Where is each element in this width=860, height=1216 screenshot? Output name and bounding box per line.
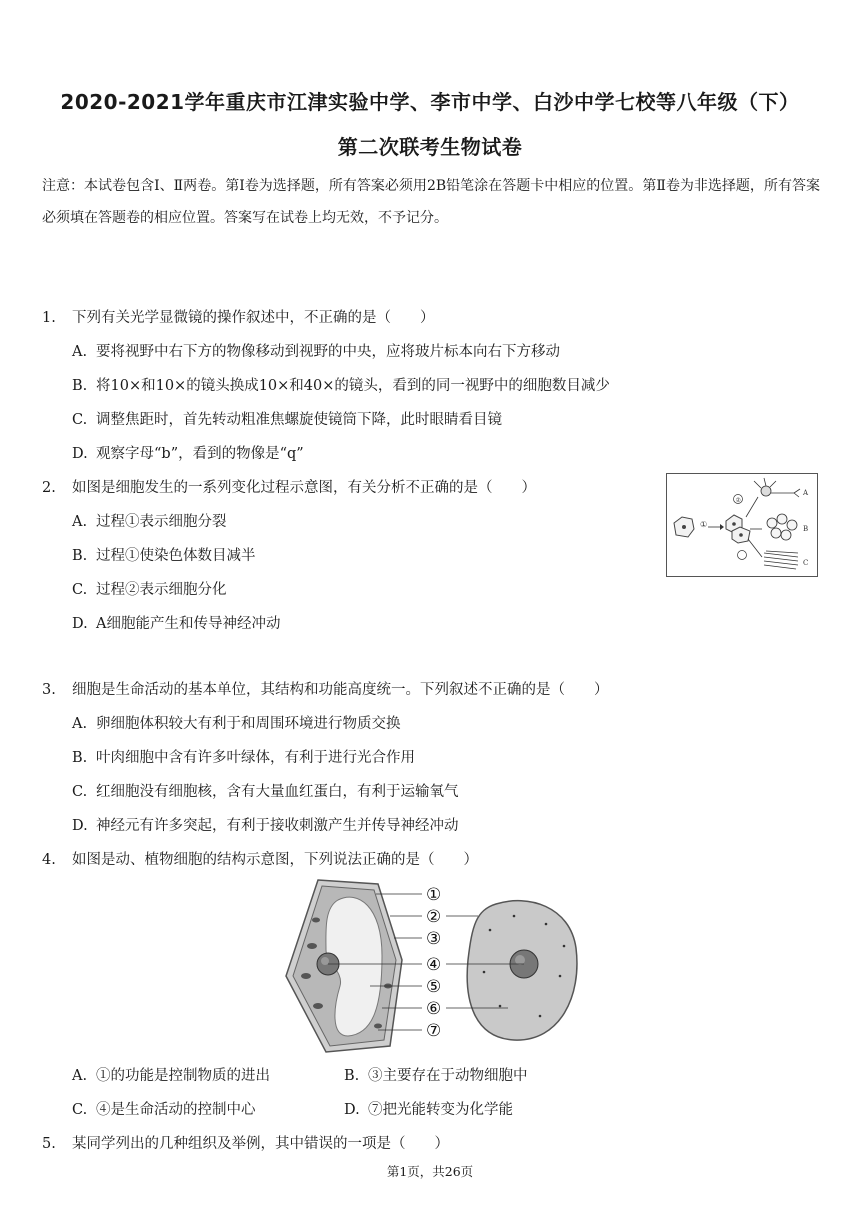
question-stem: 如图是动、植物细胞的结构示意图，下列说法正确的是（ ） — [72, 852, 478, 868]
option-text: 过程②表示细胞分化 — [96, 582, 227, 598]
option-label: C. — [72, 582, 88, 598]
option-text: 过程①表示细胞分裂 — [96, 514, 227, 530]
option-label: A. — [72, 514, 88, 530]
label-3: ③ — [426, 929, 442, 949]
option-label: B. — [72, 548, 88, 564]
q2-option-a[interactable] — [72, 512, 227, 532]
page-footer: 第1页，共26页 — [386, 1164, 474, 1179]
q2-option-b[interactable] — [72, 546, 256, 566]
option-label: D. — [72, 446, 88, 462]
q3-option-a[interactable] — [72, 714, 401, 734]
cell-c-label: C — [803, 559, 809, 567]
step-2-label: ② — [735, 497, 741, 504]
q3-option-d[interactable] — [72, 816, 459, 836]
option-label: D. — [344, 1102, 360, 1118]
option-text: 要将视野中右下方的物像移动到视野的中央，应将玻片标本向右下方移动 — [96, 344, 560, 360]
option-label: A. — [72, 716, 88, 732]
question-4 — [42, 850, 478, 870]
option-text: 红细胞没有细胞核，含有大量血红蛋白，有利于运输氧气 — [96, 784, 459, 800]
option-text: ⑦把光能转变为化学能 — [368, 1102, 513, 1118]
option-text: ③主要存在于动物细胞中 — [368, 1068, 528, 1084]
question-1 — [42, 308, 435, 328]
option-label: C. — [72, 784, 88, 800]
q3-option-c[interactable] — [72, 782, 459, 802]
q4-option-a[interactable] — [72, 1066, 270, 1086]
question-3 — [42, 680, 609, 700]
label-5: ⑤ — [426, 977, 442, 997]
q2-option-d[interactable] — [72, 614, 280, 634]
q1-option-d[interactable] — [72, 444, 304, 464]
option-text: 卵细胞体积较大有利于和周围环境进行物质交换 — [96, 716, 401, 732]
option-text: ④是生命活动的控制中心 — [96, 1102, 256, 1118]
cell-division-figure — [666, 473, 818, 577]
question-stem: 某同学列出的几种组织及举例，其中错误的一项是（ ） — [72, 1136, 449, 1152]
q2-option-c[interactable] — [72, 580, 227, 600]
q1-option-c[interactable] — [72, 410, 502, 430]
option-text: 叶肉细胞中含有许多叶绿体，有利于进行光合作用 — [96, 750, 415, 766]
option-label: A. — [72, 1068, 88, 1084]
option-label: B. — [344, 1068, 360, 1084]
q1-option-a[interactable] — [72, 342, 560, 362]
q3-option-b[interactable] — [72, 748, 415, 768]
label-4: ④ — [426, 955, 442, 975]
q4-option-d[interactable] — [344, 1100, 513, 1120]
question-number: 2. — [42, 480, 56, 496]
option-label: A. — [72, 344, 88, 360]
option-label: B. — [72, 750, 88, 766]
label-7: ⑦ — [426, 1021, 442, 1041]
option-text: 观察字母“b”，看到的物像是“q” — [96, 446, 304, 462]
label-1: ① — [426, 885, 442, 905]
question-stem: 如图是细胞发生的一系列变化过程示意图，有关分析不正确的是（ ） — [72, 480, 536, 496]
question-number: 3. — [42, 682, 56, 698]
plant-animal-cell-figure — [278, 876, 588, 1058]
exam-title-line2: 第二次联考生物试卷 — [337, 135, 523, 159]
question-5 — [42, 1134, 449, 1154]
option-text: ①的功能是控制物质的进出 — [96, 1068, 270, 1084]
option-label: C. — [72, 412, 88, 428]
step-1-label: ① — [700, 520, 708, 529]
question-stem: 下列有关光学显微镜的操作叙述中，不正确的是（ ） — [72, 310, 435, 326]
option-text: 将10×和10×的镜头换成10×和40×的镜头，看到的同一视野中的细胞数目减少 — [96, 378, 610, 394]
exam-notice: 注意：本试卷包含Ⅰ、Ⅱ两卷。第Ⅰ卷为选择题，所有答案必须用2B铅笔涂在答题卡中相应的位置。第Ⅱ卷为非选择题，所有答案必须填在答题卷的相应位置。答案写在试卷上均无效，不予记分。 — [42, 178, 820, 226]
option-label: D. — [72, 616, 88, 632]
option-label: D. — [72, 818, 88, 834]
option-text: 神经元有许多突起，有利于接收刺激产生并传导神经冲动 — [96, 818, 459, 834]
question-number: 4. — [42, 852, 56, 868]
question-2 — [42, 478, 536, 498]
q4-option-b[interactable] — [344, 1066, 528, 1086]
label-2: ② — [426, 907, 442, 927]
option-label: B. — [72, 378, 88, 394]
cell-a-label: A — [803, 489, 809, 497]
option-label: C. — [72, 1102, 88, 1118]
question-number: 1. — [42, 310, 56, 326]
option-text: 过程①使染色体数目减半 — [96, 548, 256, 564]
label-6: ⑥ — [426, 999, 442, 1019]
q4-option-c[interactable] — [72, 1100, 256, 1120]
exam-title-line1: 2020-2021学年重庆市江津实验中学、李市中学、白沙中学七校等八年级（下） — [60, 90, 800, 114]
q1-option-b[interactable] — [72, 376, 610, 396]
option-text: 调整焦距时，首先转动粗准焦螺旋使镜筒下降，此时眼睛看目镜 — [96, 412, 502, 428]
question-stem: 细胞是生命活动的基本单位，其结构和功能高度统一。下列叙述不正确的是（ ） — [72, 682, 609, 698]
option-text: A细胞能产生和传导神经冲动 — [96, 616, 281, 632]
question-number: 5. — [42, 1136, 56, 1152]
cell-b-label: B — [803, 525, 809, 533]
